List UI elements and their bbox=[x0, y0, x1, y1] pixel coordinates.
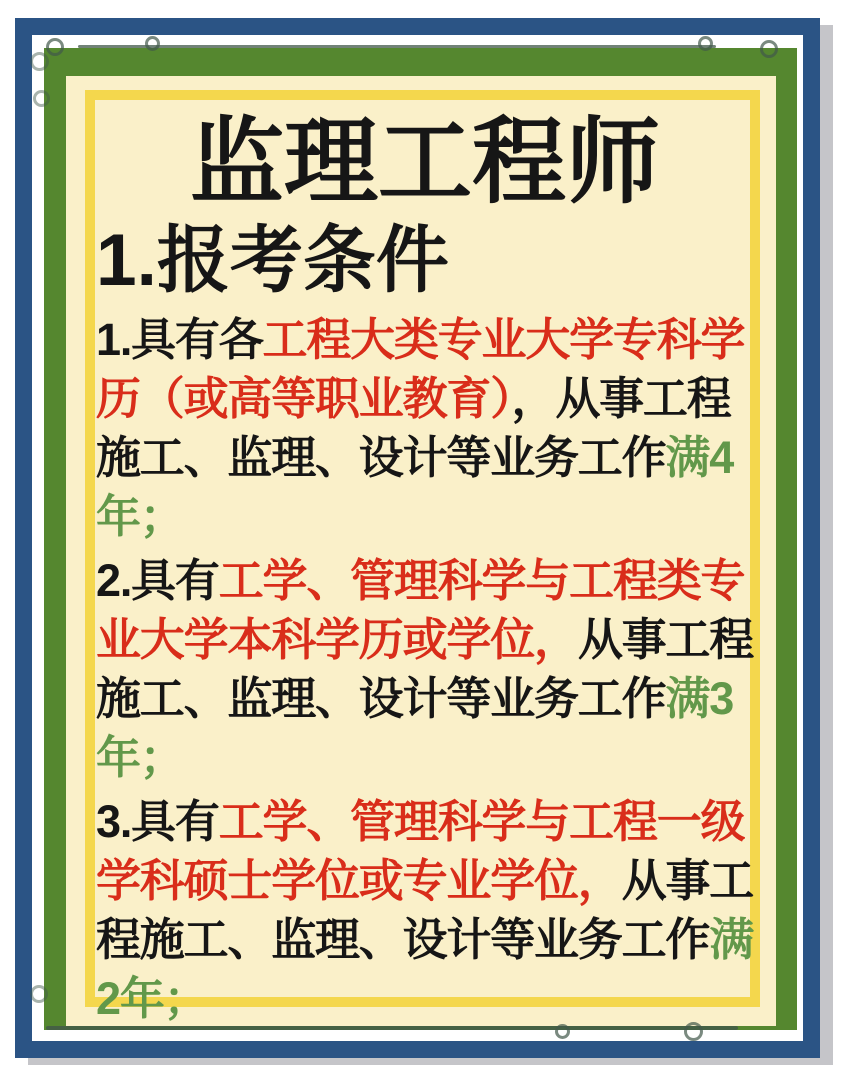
text-segment-black: 1.具有各 bbox=[96, 314, 263, 365]
requirement-item bbox=[96, 551, 754, 787]
text-segment-green: 满2年； bbox=[96, 914, 754, 1024]
text-segment-black: ，从事工程施工、监理、设计等业务工作 bbox=[96, 373, 731, 483]
text-segment-black: 3.具有 bbox=[96, 796, 219, 847]
requirements-list bbox=[96, 310, 754, 1033]
text-segment-green: 满3年； bbox=[96, 673, 734, 783]
text-segment-black: 从事工程施工、监理、设计等业务工作 bbox=[96, 614, 754, 724]
text-segment-red: 工学、管理科学与工程一级学科硕士学位或专业学位， bbox=[96, 796, 745, 906]
requirement-item bbox=[96, 792, 754, 1028]
section-heading: 1.报考条件 bbox=[96, 220, 449, 301]
decorative-dot bbox=[33, 90, 50, 107]
requirement-item bbox=[96, 310, 754, 546]
top-sketch-line bbox=[78, 45, 716, 48]
decorative-dot bbox=[30, 52, 49, 71]
decorative-dot bbox=[698, 36, 713, 51]
text-segment-black: 2.具有 bbox=[96, 555, 219, 606]
poster-title: 监理工程师 bbox=[189, 109, 660, 214]
decorative-dot bbox=[46, 38, 64, 56]
decorative-dot bbox=[30, 985, 48, 1003]
text-segment-green: 满4年； bbox=[96, 432, 734, 542]
text-segment-red: 工程大类专业大学专科学历（或高等职业教育） bbox=[96, 314, 745, 424]
decorative-dot bbox=[760, 40, 778, 58]
text-segment-red: 工学、管理科学与工程类专业大学本科学历或学位， bbox=[96, 555, 745, 665]
decorative-dot bbox=[145, 36, 160, 51]
text-segment-black: 从事工程施工、监理、设计等业务工作 bbox=[96, 855, 754, 965]
